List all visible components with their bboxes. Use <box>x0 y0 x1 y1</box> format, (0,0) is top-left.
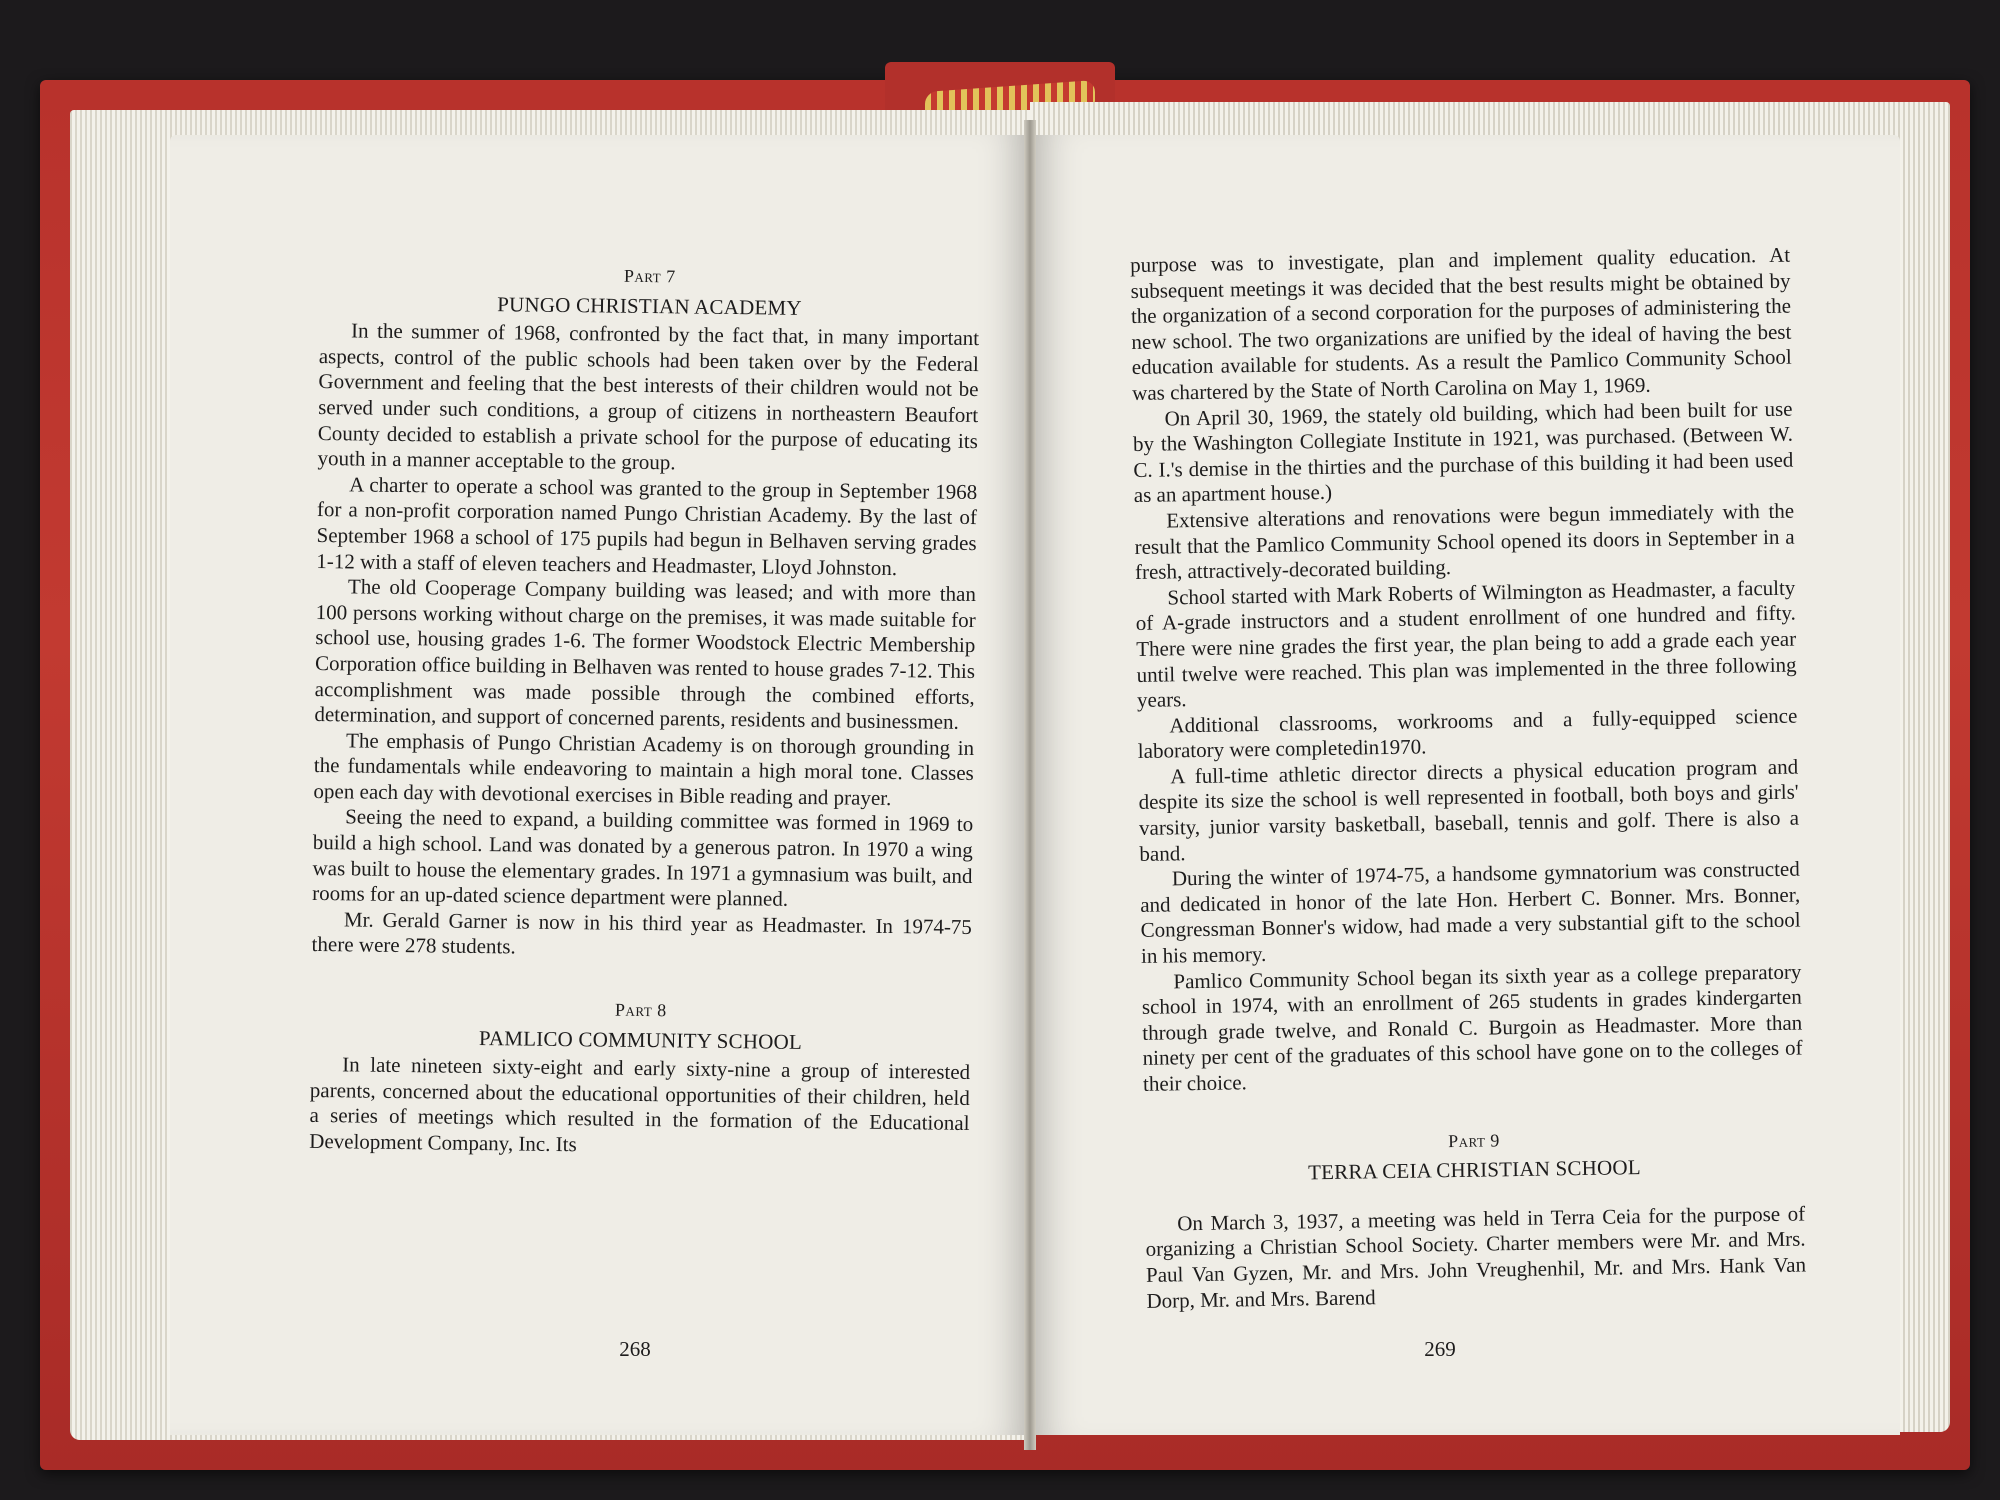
part-9-title: TERRA CEIA CHRISTIAN SCHOOL <box>1307 1155 1641 1185</box>
paragraph: A full-time athletic director directs a physical education program and despite its size the school is well represented in football, both boys and girls' varsity, junior varsity basketball, baseball, tennis and golf. There is also a band. <box>1138 754 1800 866</box>
paragraph: The emphasis of Pungo Christian Academy is on thorough grounding in the fundamentals while endeavoring to maintain a high moral tone. Classes open each day with devotional exercises in Bible reading and prayer. <box>313 728 975 810</box>
paragraph: During the winter of 1974-75, a handsome gymnatorium was constructed and dedicated in honor of the late Hon. Herbert C. Bonner. Mrs. Bonner, Congressman Bonner's widow, had made a very substantial gift to the school in his memory. <box>1140 856 1801 968</box>
paragraph: On April 30, 1969, the stately old building, which had been built for use by the Washington Collegiate Institute in 1921, was purchased. (Between W. C. I.'s demise in the thirties and the purchase of this building it had been used as an apartment house.) <box>1132 396 1794 508</box>
part-8-title: PAMLICO COMMUNITY SCHOOL <box>478 1025 803 1054</box>
paragraph: On March 3, 1937, a meeting was held in Terra Ceia for the purpose of organizing a Christian School Society. Charter members were Mr. and Mrs. Paul Van Gyzen, Mr. and Mrs. John Vreughenhil, Mr. and Mrs. Hank Van Dorp, Mr. and Mrs. Barend <box>1145 1201 1807 1313</box>
page-number: 268 <box>619 1337 651 1361</box>
right-page <box>1030 135 1900 1435</box>
paragraph: A charter to operate a school was granted to the group in September 1968 for a non-profit corporation named Pungo Christian Academy. By the last of September 1968 a school of 175 pupils had begun in Belhaven serving grades 1-12 with a staff of eleven teachers and Headmaster, Lloyd Johnston. <box>316 472 978 580</box>
part-7-label: Part 7 <box>623 265 676 287</box>
paragraph: Seeing the need to expand, a building committee was formed in 1969 to build a high school. Land was donated by a generous patron. In 1970 a wing was built to house the elementary grades. In 1971 a gymnasium was built, and rooms for an up-dated science department were planned. <box>312 804 974 912</box>
paragraph: Extensive alterations and renovations were begun immediately with the result that the Pamlico Community School opened its doors in September in a fresh, attractively-decorated building. <box>1134 498 1795 585</box>
paragraph: School started with Mark Roberts of Wilmington as Headmaster, a faculty of A-grade instructors and a student enrollment of one hundred and fifty. There were nine grades the first year, the plan being to add a grade each year until twelve were reached. This plan was implemented in the three following years. <box>1135 575 1797 713</box>
part-9-label: Part 9 <box>1447 1129 1500 1151</box>
part-8-label: Part 8 <box>614 999 667 1021</box>
left-page <box>170 135 1030 1435</box>
paragraph: In late nineteen sixty-eight and early sixty-nine a group of interested parents, concerned about the educational opportunities of their children, held a series of meetings which resulted in the formation of the Educational Development Company, Inc. Its <box>309 1052 971 1157</box>
right-page-text <box>1130 243 1807 1314</box>
page-number: 269 <box>1424 1337 1456 1361</box>
paragraph: Mr. Gerald Garner is now in his third year as Headmaster. In 1974-75 there were 278 students. <box>311 907 973 959</box>
paragraph: Pamlico Community School began its sixth year as a college preparatory school in 1974, with an enrollment of 265 students in grades kindergarten through grade twelve, and Ronald C. Burgoin as Headmaster. More than ninety per cent of the graduates of this school have gone on to the colleges of their choice. <box>1141 959 1803 1096</box>
paragraph: The old Cooperage Company building was leased; and with more than 100 persons working without charge on the premises, it was made suitable for school use, housing grades 1-6. The former Woodstock Electric Membership Corporation office building in Belhaven was rented to house grades 7-12. This accomplishment was made possible through the combined efforts, determination, and support of concerned parents, residents and businessmen. <box>314 574 977 734</box>
book-gutter <box>1024 120 1036 1450</box>
paragraph: Additional classrooms, workrooms and a fully-equipped science laboratory were completedin1970. <box>1137 703 1798 764</box>
paragraph: purpose was to investigate, plan and implement quality education. At subsequent meetings it was decided that the best results might be obtained by the organization of a second corporation for the purposes of administering the new school. The two organizations are unified by the ideal of having the best education available for students. As a result the Pamlico Community School was chartered by the State of North Carolina on May 1, 1969. <box>1130 242 1792 405</box>
part-7-title: PUNGO CHRISTIAN ACADEMY <box>497 291 802 320</box>
paragraph: In the summer of 1968, confronted by the fact that, in many important aspects, control of the public schools had been taken over by the Federal Government and feeling that the best interests of their children would not be served under such conditions, a group of citizens in northeastern Beaufort County decided to establish a private school for the purpose of educating its youth in a manner acceptable to the group. <box>317 318 980 475</box>
left-page-text <box>309 260 980 1163</box>
